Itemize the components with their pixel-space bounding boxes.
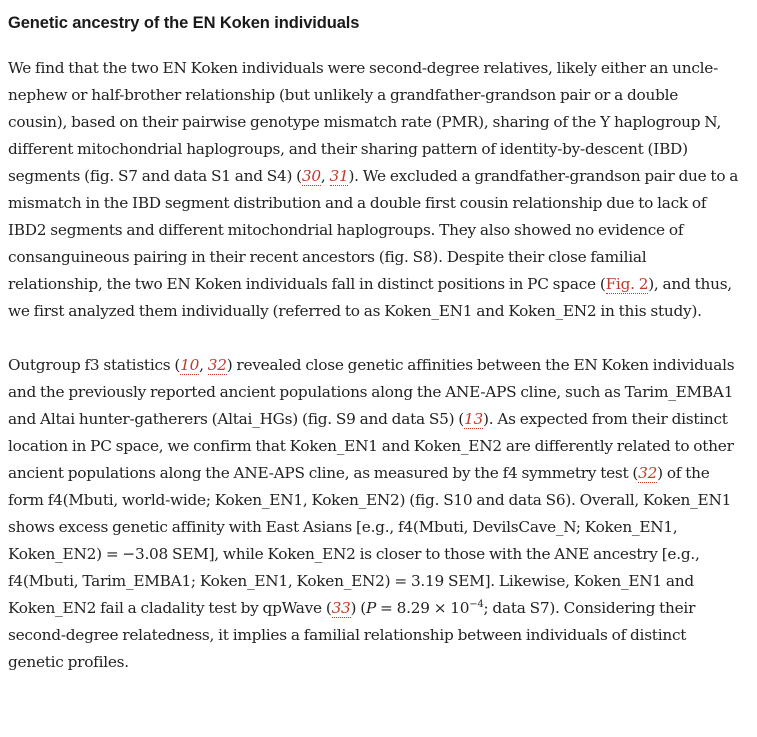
p2-text-3: ). As expected from their distinct location in PC space, we confirm that Koken_EN1 and Koken_EN2 are differently related to other ancient populations along the ANE-APS cline, as measured by the f4 symmetry test ( [8,410,734,482]
p1-text-2: ). We excluded a grandfather-grandson pair due to a mismatch in the IBD segment distribution and a double first cousin relationship due to lack of IBD2 segments and different mitochondrial haplogroups. They also showed no evidence of consanguineous pairing in their recent ancestors (fig. S8). Despite their close familial relationship, the two EN Koken individuals fall in distinct positions in PC space ( [8,167,739,293]
p2-text-4: ) of the form f4(Mbuti, world-wide; Koken_EN1, Koken_EN2) (fig. S10 and data S6). Overall, Koken_EN1 shows excess genetic affinity with East Asians [e.g., f4(Mbuti, DevilsCave_N; Koken_EN1, Koken_EN2) = −3.08 SEM], while Koken_EN2 is closer to those with the ANE ancestry [e.g., f4(Mbuti, Tarim_EMBA1; Koken_EN1, Koken_EN2) = 3.19 SEM]. Likewise, Koken_EN1 and Koken_EN2 fail a cladality test by qpWave ( [8,464,732,617]
paragraph-1 [8,55,739,325]
p2-sep-1: , [199,356,208,374]
p2-text-1: Outgroup f3 statistics ( [8,356,181,374]
ref-30-link[interactable]: 30 [301,167,321,185]
p2-text-7: ; data S7). Considering their second-degree relatedness, it implies a familial relationship between individuals of distinct genetic profiles. [8,599,696,671]
p1-text-1: We find that the two EN Koken individuals were second-degree relatives, likely either an uncle-nephew or half-brother relationship (but unlikely a grandfather-grandson pair or a double cousin), based on their pairwise genotype mismatch rate (PMR), sharing of the Y haplogroup N, different mitochondrial haplogroups, and their sharing pattern of identity-by-descent (IBD) segments (fig. S7 and data S1 and S4) ( [8,59,722,185]
p2-text-2: ) revealed close genetic affinities between the EN Koken individuals and the previously reported ancient populations along the ANE-APS cline, such as Tarim_EMBA1 and Altai hunter-gatherers (Altai_HGs) (fig. S9 and data S5) ( [8,356,735,428]
p2-text-6: = 8.29 × 10 [376,599,470,617]
p-value-symbol: P [365,599,377,617]
p-value-exponent: −4 [469,598,484,610]
section-heading: Genetic ancestry of the EN Koken individuals [8,14,360,32]
ref-13-link[interactable]: 13 [464,410,483,428]
paragraph-2 [8,352,739,676]
ref-32-link[interactable]: 32 [207,356,227,374]
ref-10-link[interactable]: 10 [180,356,200,374]
p1-text-3: ), and thus, we first analyzed them individually (referred to as Koken_EN1 and Koken_EN2 in this study). [8,275,732,320]
fig-2-link[interactable]: Fig. 2 [605,275,649,293]
ref-33-link[interactable]: 33 [331,599,351,617]
ref-31-link[interactable]: 31 [329,167,349,185]
ref-32-link-2[interactable]: 32 [638,464,658,482]
p1-sep-1: , [320,167,330,185]
p2-text-5: ) ( [350,599,366,617]
